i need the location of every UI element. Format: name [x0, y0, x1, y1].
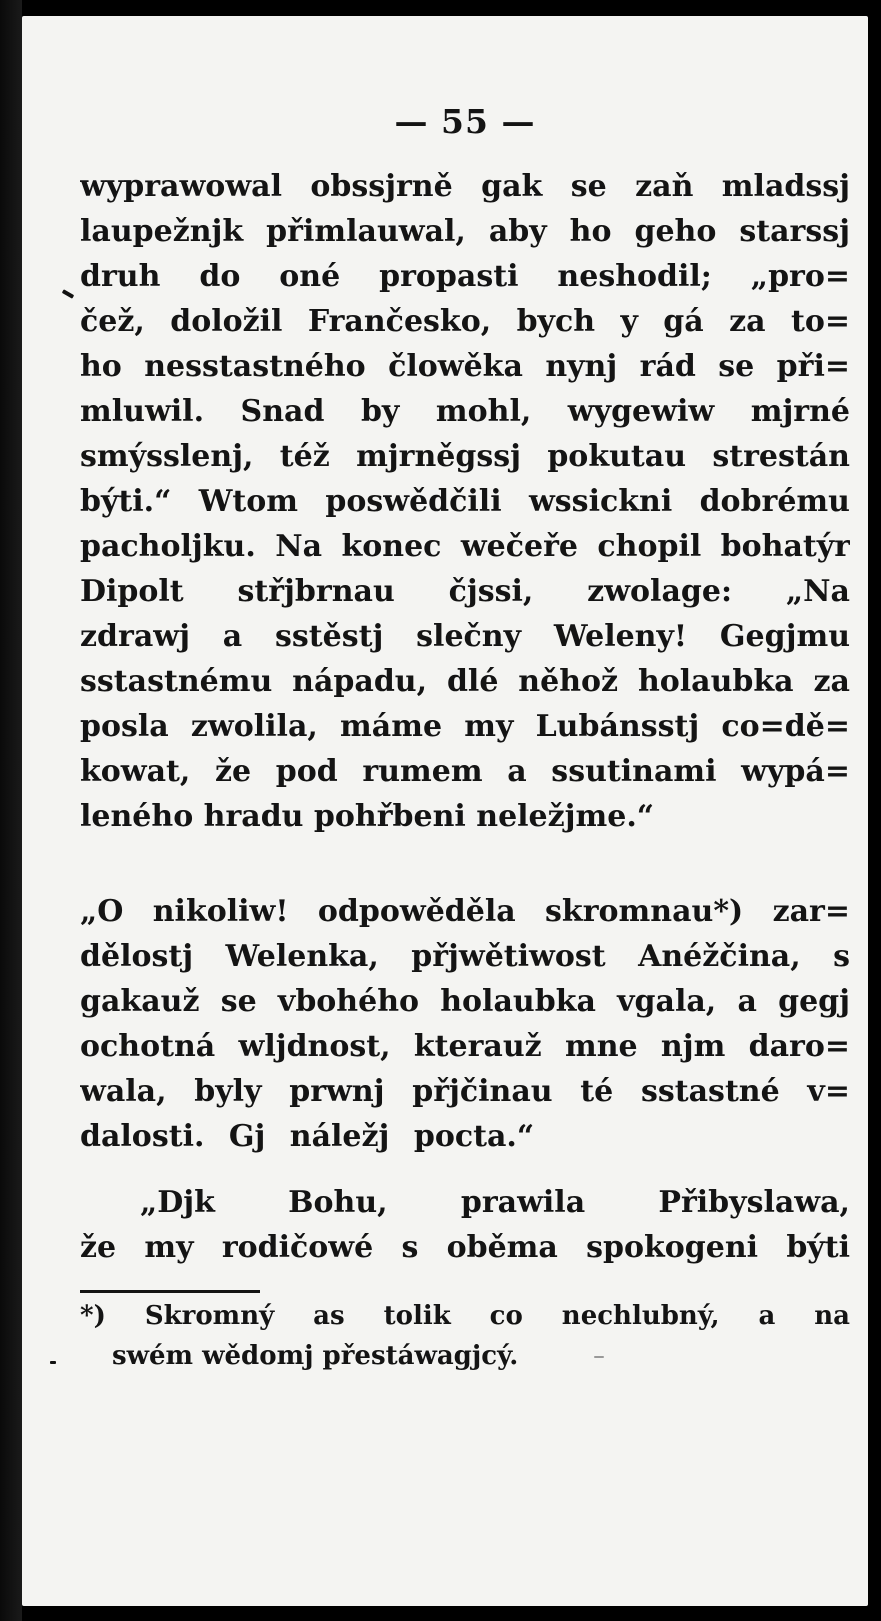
ink-speck	[62, 289, 74, 298]
text-line: wala, byly prwnj přjčinau té sstastné v=	[80, 1074, 850, 1109]
footnote-line: *) Skromný as tolik co nechlubný, a na	[80, 1301, 850, 1331]
text-line: „Djk Bohu, prawila Přibyslawa,	[140, 1185, 850, 1220]
text-line: leného hradu pohřbeni neležjme.“	[80, 799, 655, 834]
footnote-line: swém wědomj přestáwagjcý.	[112, 1341, 519, 1371]
text-line: pacholjku. Na konec wečeře chopil bohatýr	[80, 529, 850, 564]
book-page	[22, 16, 868, 1606]
text-line: zdrawj a sstěstj slečny Weleny! Gegjmu	[80, 619, 850, 654]
text-line: posla zwolila, máme my Lubánsstj co=dě=	[80, 709, 850, 744]
page-number: — 55 —	[394, 102, 536, 141]
text-line: wyprawowal obssjrně gak se zaň mladssj	[80, 169, 850, 204]
text-line: ho nesstastného člowěka nynj rád se při=	[80, 349, 850, 384]
text-line: dalosti. Gj náležj pocta.“	[80, 1119, 535, 1154]
text-line: smýsslenj, též mjrněgssj pokutau strestán	[80, 439, 850, 474]
scan-left-edge	[0, 0, 22, 1621]
text-line: laupežnjk přimlauwal, aby ho geho starssj	[80, 214, 850, 249]
ink-speck	[50, 1361, 56, 1364]
text-line: kowat, že pod rumem a ssutinami wypá=	[80, 754, 850, 789]
text-line: Dipolt střjbrnau čjssi, zwolage: „Na	[80, 574, 850, 609]
text-line: dělostj Welenka, přjwětiwost Anéžčina, s	[80, 939, 850, 974]
text-line: mluwil. Snad by mohl, wygewiw mjrné	[80, 394, 850, 429]
text-line: gakauž se vbohého holaubka vgala, a gegj	[80, 984, 850, 1019]
footnote-rule	[80, 1290, 260, 1293]
text-line: čež, doložil Frančesko, bych y gá za to=	[80, 304, 850, 339]
text-line: býti.“ Wtom poswědčili wssickni dobrému	[80, 484, 850, 519]
text-line: sstastnému nápadu, dlé něhož holaubka za	[80, 664, 850, 699]
text-line: druh do oné propasti neshodil; „pro=	[80, 259, 850, 294]
ink-speck	[594, 1356, 604, 1358]
text-line: „O nikoliw! odpowěděla skromnau*) zar=	[80, 894, 850, 929]
text-line: že my rodičowé s oběma spokogeni býti	[80, 1230, 850, 1265]
text-line: ochotná wljdnost, kterauž mne njm daro=	[80, 1029, 850, 1064]
